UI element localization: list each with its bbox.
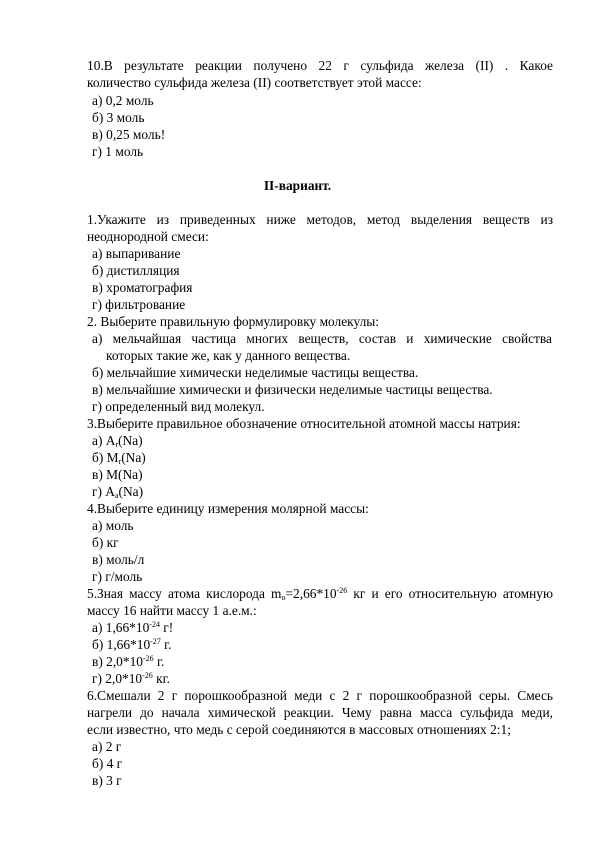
q10-option-b: б) 3 моль (92, 110, 145, 125)
q3-option-b (92, 449, 552, 466)
q6-text-line1: 6.Смешали 2 г порошкообразной меди с 2 г порошкообразной серы. Смесь (87, 688, 553, 703)
q5-line1-mid: =2,66*10 (285, 586, 337, 601)
q5-option-c-main: в) 2,0*10 (92, 654, 143, 669)
q3-option-d-sub: a (114, 491, 119, 500)
q5-line1-sub: o (281, 593, 286, 602)
q5-option-b-main: б) 1,66*10 (92, 637, 151, 652)
q1-option-c: в) хроматография (92, 280, 193, 295)
q6-option-a: а) 2 г (92, 739, 122, 754)
q5-text-line2: массу 16 найти массу 1 а.е.м.: (87, 603, 257, 618)
q5-option-a (92, 619, 552, 636)
variant-title: II-вариант. (263, 178, 332, 193)
q5-option-d-unit: кг. (152, 671, 170, 686)
q4-option-a: а) моль (92, 518, 134, 533)
q10-text-line2: количество сульфида железа (II) соответствует этой массе: (87, 75, 422, 90)
q10-option-c: в) 0,25 моль! (92, 127, 166, 142)
q3-text-line1: 3.Выберите правильное обозначение относительной атомной массы натрия: (87, 416, 521, 431)
q5-option-b (92, 636, 552, 653)
q6-text-line2: нагрели до начала химической реакции. Чему равна масса сульфида меди, (87, 705, 553, 720)
q10-option-d: г) 1 моль (92, 144, 144, 159)
q1-text-line1: 1.Укажите из приведенных ниже методов, метод выделения веществ из (87, 212, 553, 227)
q1-option-b: б) дистилляция (92, 263, 180, 278)
q10-option-a: а) 0,2 моль (92, 93, 154, 108)
q1-text-line2: неоднородной смеси: (87, 229, 209, 244)
q5-option-b-exp: -27 (150, 637, 161, 646)
q2-option-a-line1: а) мельчайшая частица многих веществ, состав и химические свойства (92, 331, 552, 346)
q5-option-c-exp: -26 (142, 654, 154, 663)
q3-option-a (92, 432, 552, 449)
q4-text-line1: 4.Выберите единицу измерения молярной массы: (87, 501, 369, 516)
q3-option-d-main: г) A (92, 484, 115, 499)
q5-option-b-unit: г. (160, 637, 172, 652)
q2-option-c: в) мельчайшие химически и физически неделимые частицы вещества. (92, 382, 493, 397)
q5-option-d (92, 670, 552, 687)
q4-option-c: в) моль/л (92, 552, 145, 567)
q5-option-d-main: г) 2,0*10 (92, 671, 143, 686)
q6-option-b: б) 4 г (92, 756, 123, 771)
q5-option-d-exp: -26 (142, 671, 153, 680)
q3-option-c (92, 466, 552, 483)
q3-option-a-main: а) A (92, 433, 116, 448)
q6-option-c: в) 3 г (92, 773, 122, 788)
q3-option-b-post: (Na) (121, 450, 146, 465)
q5-option-a-exp: -24 (149, 620, 160, 629)
q5-text-line1 (87, 585, 553, 602)
q5-line1-post: кг и его относительную атомную (347, 586, 553, 601)
q2-option-b: б) мельчайшие химически неделимые частицы вещества. (92, 365, 419, 380)
q3-option-d (92, 483, 552, 500)
q4-option-b: б) кг (92, 535, 119, 550)
q4-option-d: г) г/моль (92, 569, 143, 584)
q1-option-a: а) выпаривание (92, 246, 181, 261)
q3-option-b-sub: r (118, 457, 122, 466)
q2-option-a-line2: которых такие же, как у данного вещества. (106, 348, 351, 363)
q2-text-line1: 2. Выберите правильную формулировку молекулы: (87, 314, 380, 329)
q5-line1-pre: 5.Зная массу атома кислорода m (87, 586, 282, 601)
q3-option-a-post: (Na) (118, 433, 143, 448)
q1-option-d: г) фильтрование (92, 297, 186, 312)
q5-option-a-unit: г! (159, 620, 174, 635)
q6-text-line3: если известно, что медь с серой соединяются в массовых отношениях 2:1; (87, 722, 511, 737)
q3-option-d-post: (Na) (118, 484, 144, 499)
q5-option-a-main: а) 1,66*10 (92, 620, 150, 635)
q3-option-c-main: в) M(Na) (92, 467, 143, 482)
q2-option-d: г) определенный вид молекул. (92, 399, 265, 414)
q10-text-line1: 10.В результате реакции получено 22 г сульфида железа (II) . Какое (87, 58, 553, 73)
q3-option-a-sub: r (115, 440, 119, 449)
q3-option-b-main: б) M (92, 450, 119, 465)
q5-line1-sup: -26 (336, 586, 348, 595)
q5-option-c (92, 653, 552, 670)
q5-option-c-unit: г. (153, 654, 165, 669)
